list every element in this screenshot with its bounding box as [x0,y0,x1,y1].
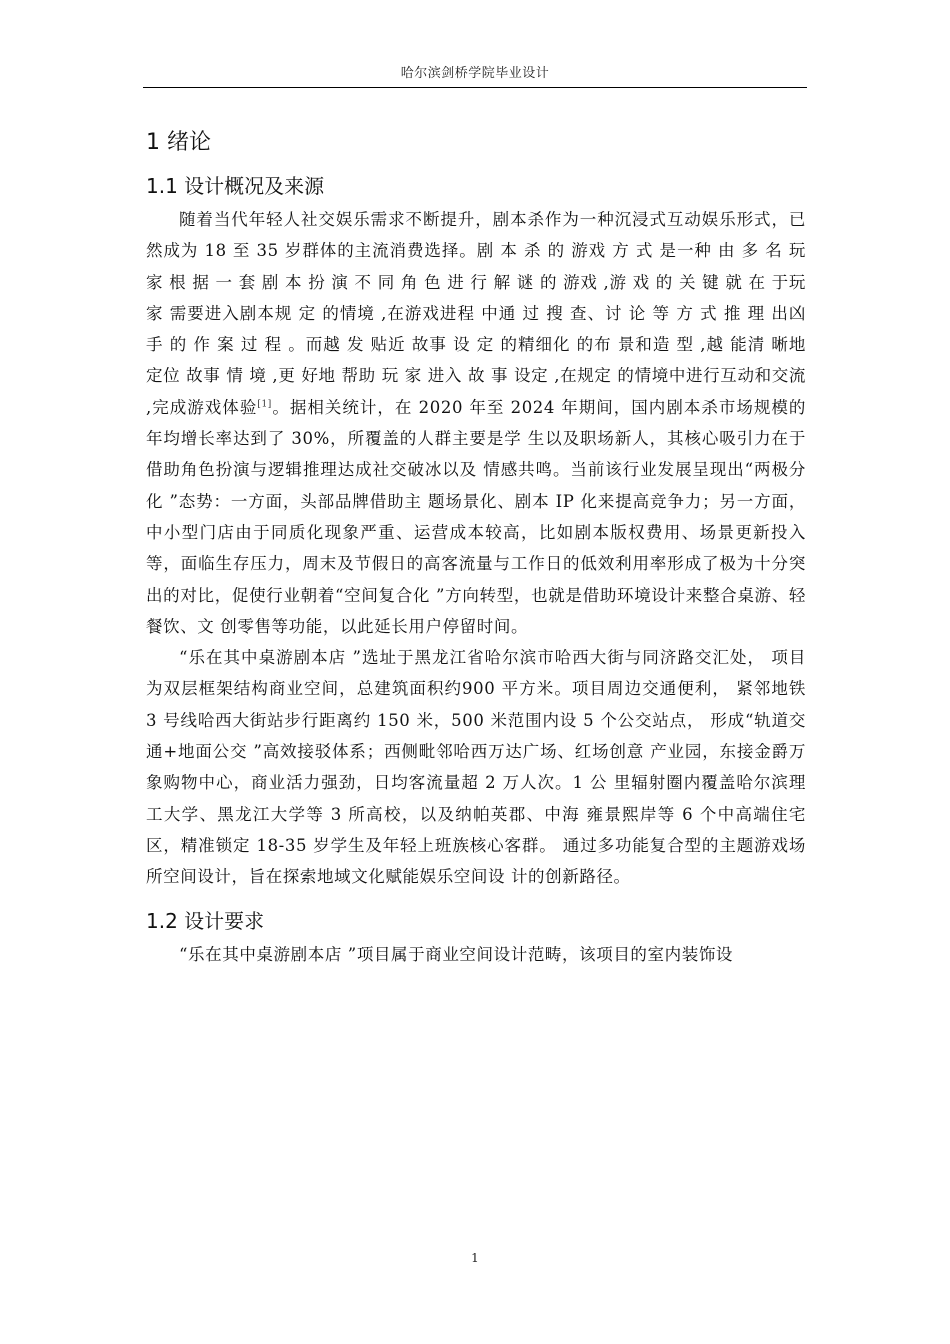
citation-ref[interactable]: [1] [257,399,272,410]
section-title-1-2: 1.2 设计要求 [146,908,265,933]
running-header: 哈尔滨剑桥学院毕业设计 [400,66,550,81]
paragraph-3: “乐在其中桌游剧本店 ”项目属于商业空间设计范畴，该项目的室内装饰设 [179,944,734,964]
paragraph-1-text-a: 随着当代年轻人社交娱乐需求不断提升，剧本杀作为一种沉浸式互动娱乐形式，已然成为 18 至 35 岁群体的主流消费选择。剧 本 杀 的 游戏 方 式 是一种 由 多 名 玩 家 根 据 一 套 剧 本 扮 演 不 同 角 色 进 行 解 谜 的 游戏 ,游 戏 的 关 键 就 在 于玩家 需要进入剧本规 定 的情境 ,在游戏进程 中通 过 搜 查、讨 论 等 方 式 推 理 出凶 手 的 作 案 过 程 。而越 发 贴近 故事 设 定 的精细化 的布 景和造 型 ,越 能清 晰地 定位 故事 情 境 ,更 好地 帮助 玩 家 进入 故 事 设定 ,在规定 的情境中进行互动和交流 ,完成游戏体验 [146,210,806,417]
paragraph-1-text-b: 。据相关统计，在 2020 年至 2024 年期间，国内剧本杀市场规模的年均增长率达到了 30%，所覆盖的人群主要是学 生以及职场新人，其核心吸引力在于借助角色扮演与逻辑推理达成社交破冰以及 情感共鸣。当前该行业发展呈现出“两极分化 ”态势：一方面，头部品牌借助主 题场景化、剧本 IP 化来提高竞争力；另一方面，中小型门店由于同质化现象严重、运营成本较高，比如剧本版权费用、场景更新投入等，面临生存压力，周末及节假日的高客流量与工作日的低效利用率形成了极为十分突出的对比，促使行业朝着“空间复合化 ”方向转型，也就是借助环境设计来整合桌游、轻餐饮、文 创零售等功能，以此延长用户停留时间。 [146,397,807,636]
paragraph-1 [146,204,806,642]
page-number: 1 [471,1251,479,1265]
chapter-title: 1 绪论 [146,130,211,155]
page-body [146,118,806,970]
header-rule [143,87,807,88]
paragraph-2: “乐在其中桌游剧本店 ”选址于黑龙江省哈尔滨市哈西大街与同济路交汇处， 项目为双层框架结构商业空间，总建筑面积约900 平方米。项目周边交通便利， 紧邻地铁 3 号线哈西大街站步行距离约 150 米，500 米范围内设 5 个公交站点， 形成“轨道交通+地面公交 ”高效接驳体系；西侧毗邻哈西万达广场、红场创意 产业园，东接金爵万象购物中心，商业活力强劲，日均客流量超 2 万人次。1 公 里辐射圈内覆盖哈尔滨理工大学、黑龙江大学等 3 所高校，以及纳帕英郡、中海 雍景熙岸等 6 个中高端住宅区，精准锁定 18-35 岁学生及年轻上班族核心客群。 通过多功能复合型的主题游戏场所空间设计，旨在探索地域文化赋能娱乐空间设 计的创新路径。 [146,648,806,887]
section-title-1-1: 1.1 设计概况及来源 [146,174,325,198]
